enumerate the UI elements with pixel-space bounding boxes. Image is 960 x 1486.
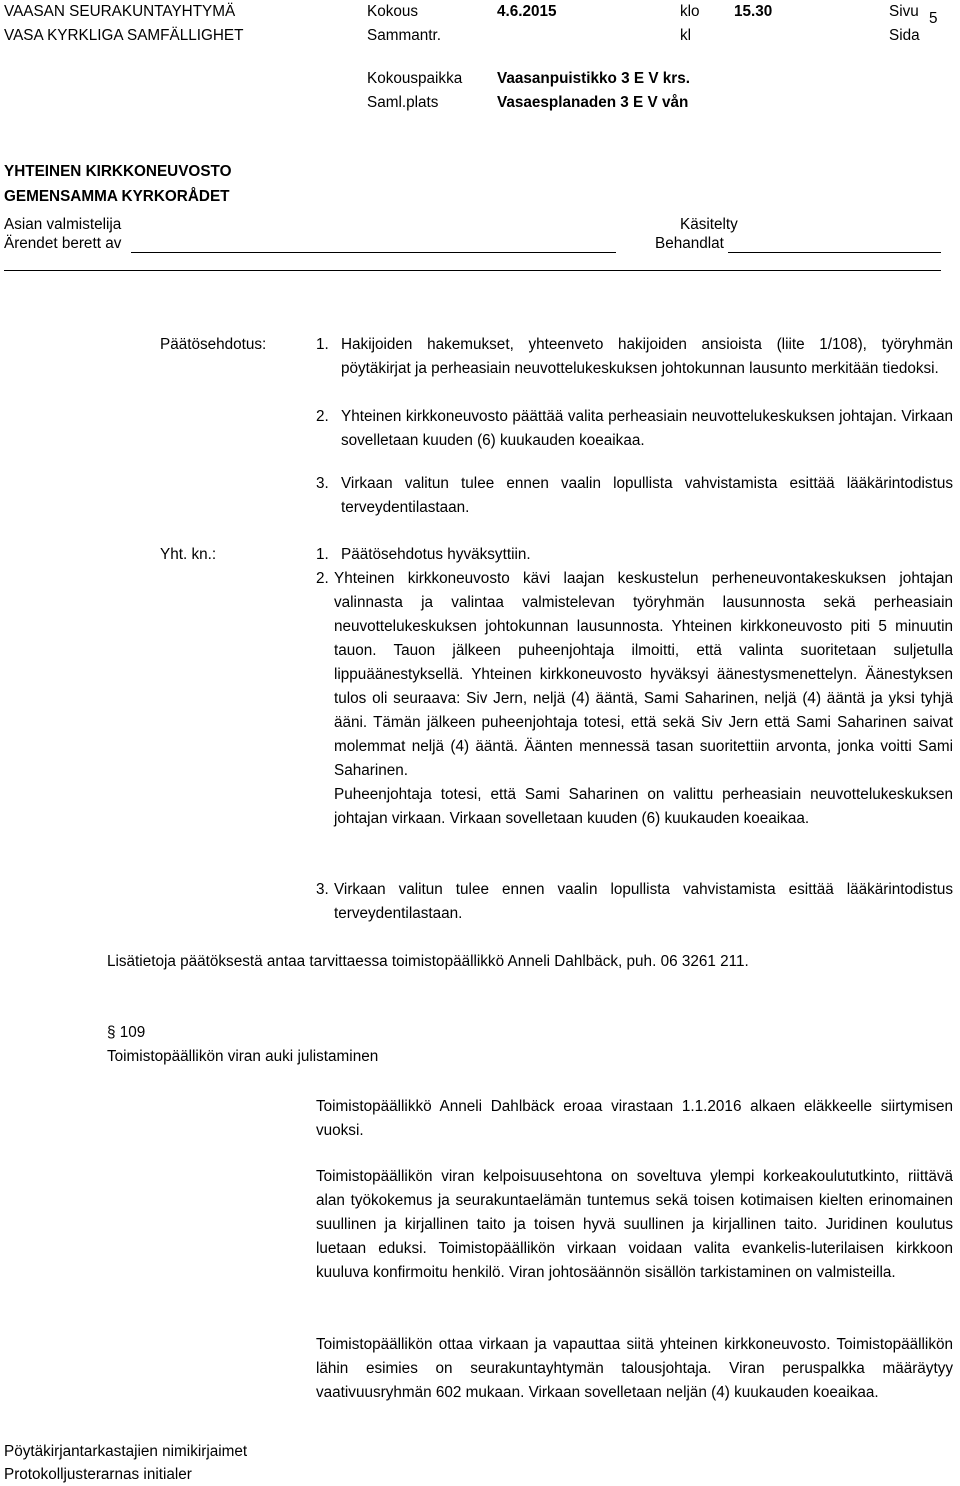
preparer-underline [131, 252, 616, 253]
preparer-label-sv: Ärendet berett av [4, 235, 122, 252]
page-label-fi: Sivu [889, 3, 919, 20]
decision-item-number: 2. [316, 570, 329, 587]
handled-label-sv: Behandlat [655, 235, 724, 252]
place-label-fi: Kokouspaikka [367, 70, 463, 87]
preparer-label-fi: Asian valmistelija [4, 216, 122, 233]
meeting-time: 15.30 [734, 3, 773, 20]
decision-item-number: 3. [316, 881, 329, 898]
meeting-date: 4.6.2015 [497, 3, 557, 20]
section-title: Toimistopäällikön viran auki julistaminen [107, 1048, 379, 1065]
page-number: 5 [929, 10, 938, 27]
proposal-item-text: Virkaan valitun tulee ennen vaalin lopullista vahvistamista esittää lääkärintodistus terveydentilastaan. [341, 475, 953, 516]
section-symbol: § [107, 1024, 116, 1041]
proposal-item-number: 2. [316, 408, 329, 425]
proposal-label: Päätösehdotus: [160, 336, 267, 353]
header-rule [4, 270, 941, 271]
org-name-sv: VASA KYRKLIGA SAMFÄLLIGHET [4, 27, 244, 44]
time-label-fi: klo [680, 3, 700, 20]
time-label-sv: kl [680, 27, 692, 44]
decision-item-text [334, 567, 953, 831]
proposal-item-number: 1. [316, 336, 329, 353]
decision-item-text: Päätösehdotus hyväksyttiin. [341, 546, 531, 563]
body-name-sv: GEMENSAMMA KYRKORÅDET [4, 188, 230, 205]
handled-label-fi: Käsitelty [680, 216, 738, 233]
section-heading [107, 1024, 145, 1042]
section-number: 109 [119, 1024, 146, 1041]
meeting-label-sv: Sammantr. [367, 27, 441, 44]
footer-label-sv: Protokolljusterarnas initialer [4, 1466, 192, 1483]
place-fi: Vaasanpuistikko 3 E V krs. [497, 70, 691, 87]
body-name-fi: YHTEINEN KIRKKONEUVOSTO [4, 163, 232, 180]
info-line: Lisätietoja päätöksestä antaa tarvittaessa toimistopäällikkö Anneli Dahlbäck, puh. 06 3261 211. [107, 953, 749, 970]
section-paragraph: Toimistopäällikkö Anneli Dahlbäck eroaa virastaan 1.1.2016 alkaen eläkkeelle siirtymisen vuoksi. [316, 1098, 953, 1139]
page-label-sv: Sida [889, 27, 920, 44]
section-paragraph: Toimistopäällikön viran kelpoisuusehtona on soveltuva ylempi korkeakoulututkinto, riittävä alan työkokemus ja seurakuntaelämän tuntemus sekä toisen kotimaisen kielten erinomainen suullinen ja kirjallinen taito ja toisen hyvä suullinen ja kirjallinen taito. Juridinen koulutus luetaan eduksi. Toimistopäällikön virkaan voidaan valita evankelis-luterilaisen kirkkoon kuuluva konfirmoitu henkilö. Viran johtosäännön sisällön tarkistaminen on valmisteilla. [316, 1168, 953, 1281]
decision-item-number: 1. [316, 546, 329, 563]
proposal-item-number: 3. [316, 475, 329, 492]
proposal-item-text: Yhteinen kirkkoneuvosto päättää valita perheasiain neuvottelukeskuksen johtajan. Virkaan sovelletaan kuuden (6) kuukauden koeaikaa. [341, 408, 953, 449]
decision-label: Yht. kn.: [160, 546, 217, 563]
section-paragraph: Toimistopäällikön ottaa virkaan ja vapauttaa siitä yhteinen kirkkoneuvosto. Toimistopäällikön lähin esimies on seurakuntayhtymän talousjohtaja. Viran peruspalkka määräytyy vaativuusryhmän 602 mukaan. Virkaan sovelletaan neljän (4) kuukauden koeaikaa. [316, 1336, 953, 1401]
meeting-label-fi: Kokous [367, 3, 419, 20]
footer-label-fi: Pöytäkirjantarkastajien nimikirjaimet [4, 1443, 248, 1460]
decision-item-paragraph: Yhteinen kirkkoneuvosto kävi laajan keskustelun perheneuvontakeskuksen johtajan valinnasta ja valintaa valmistelevan työryhmän lausunnosta sekä perheasiain neuvottelukeskuksen johtokunnan lausunnosta. Yhteinen kirkkoneuvosto piti 5 minuutin tauon. Tauon jälkeen puheenjohtaja ilmoitti, että valinta suoritetaan suljetulla lippuäänestyksellä. Yhteinen kirkkoneuvosto hyväksyi äänestysmenettelyn. Äänestyksen tulos oli seuraava: Siv Jern, neljä (4) ääntä, Sami Saharinen, neljä (4) ääntä ja yksi tyhjä ääni. Tämän jälkeen puheenjohtaja totesi, että sekä Siv Jern että Sami Saharinen saivat molemmat neljä (4) ääntä. Äänten mennessä tasan suoritettiin arvonta, jonka voitti Sami Saharinen. [334, 570, 953, 779]
decision-item-paragraph: Puheenjohtaja totesi, että Sami Saharinen on valittu perheasiain neuvottelukeskuksen johtajan virkaan. Virkaan sovelletaan kuuden (6) kuukauden koeaikaa. [334, 786, 953, 827]
proposal-item-text: Hakijoiden hakemukset, yhteenveto hakijoiden ansioista (liite 1/108), työryhmän pöytäkirjat ja perheasiain neuvottelukeskuksen johtokunnan lausunto merkitään tiedoksi. [341, 336, 953, 377]
org-name-fi: VAASAN SEURAKUNTAYHTYMÄ [4, 3, 236, 20]
place-sv: Vasaesplanaden 3 E V vån [497, 94, 689, 111]
handled-underline [728, 252, 941, 253]
decision-item-text: Virkaan valitun tulee ennen vaalin lopullista vahvistamista esittää lääkärintodistus terveydentilastaan. [334, 881, 953, 922]
place-label-sv: Saml.plats [367, 94, 439, 111]
